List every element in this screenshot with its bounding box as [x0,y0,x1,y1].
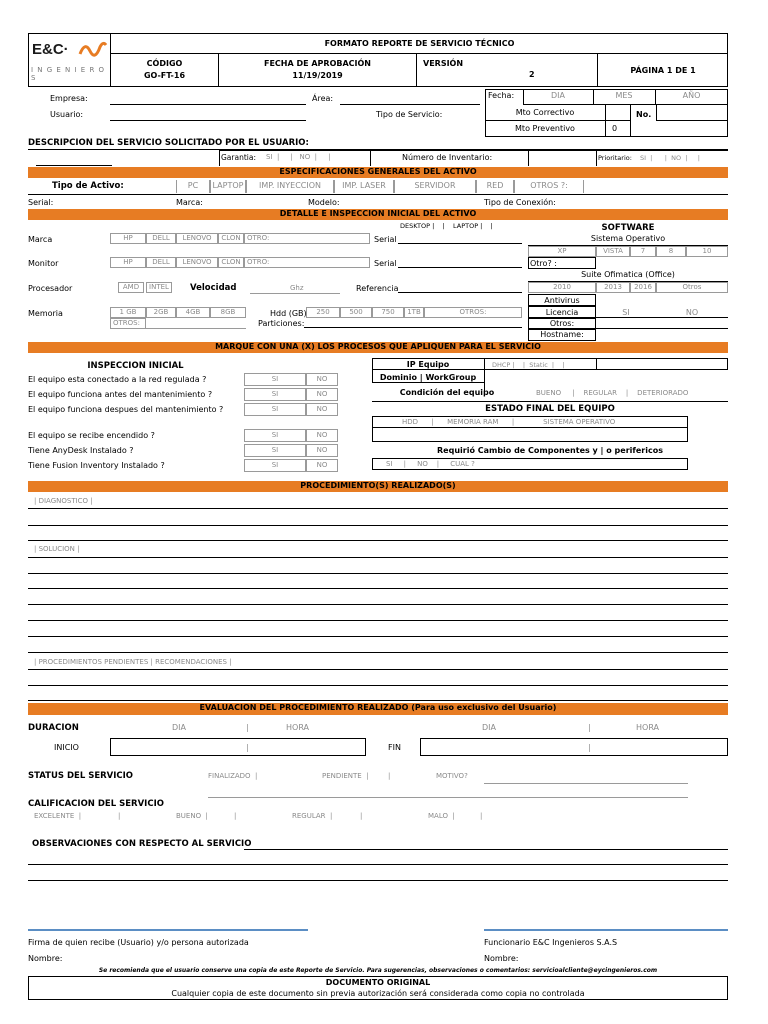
tipo-conexion-label: Tipo de Conexión: [484,198,556,207]
solucion-label: | SOLUCION | [34,545,80,553]
firma-usuario-line [28,929,308,931]
estado-title: ESTADO FINAL DEL EQUIPO [485,404,615,414]
fecha-aprob-value: 11/19/2019 [292,71,343,80]
pagina-cell: PÁGINA 1 DE 1 [630,66,696,75]
pendientes-label: | PROCEDIMIENTOS PENDIENTES | RECOMENDACIONES | [34,658,232,666]
procedure-line[interactable] [28,685,728,686]
memoria-label: Memoria [28,309,63,318]
hdd-option[interactable]: OTROS: [424,307,522,318]
mto-correctivo-label: Mto Correctivo [515,108,575,117]
marca-detalle-label: Marca [28,235,53,244]
tipo-activo-option[interactable]: IMP. INYECCION [246,180,334,193]
realizados-header: PROCEDIMIENTO(S) REALIZADO(S) [28,481,728,492]
procedure-line[interactable] [28,588,728,589]
usuario-label: Usuario: [50,110,84,119]
mem-option[interactable]: 1 GB [110,307,146,318]
tipo-activo-option[interactable]: SERVIDOR [394,180,476,193]
inicio-label: INICIO [54,743,79,752]
procedure-line[interactable] [28,700,728,701]
duracion-label: DURACION [28,723,79,733]
marca-label: Marca: [176,198,203,207]
duracion-hora-2: HORA [636,723,660,732]
prioritario-options[interactable]: SI | | NO | | [640,154,700,162]
inspeccion-no[interactable]: NO [306,429,338,442]
hdd-label: Hdd (GB) [270,309,307,318]
version-value: 2 [529,70,535,79]
dia-label: DIA [551,91,565,100]
ip-options[interactable]: DHCP | | Static | | [492,361,565,369]
procesador-label: Procesador [28,284,73,293]
inspeccion-question: Tiene Fusion Inventory Instalado ? [28,461,165,470]
inspeccion-question: El equipo esta conectado a la red regulada ? [28,375,207,384]
company-sub: I N G E N I E R O S [31,66,106,82]
hdd-option[interactable]: 250 [306,307,340,318]
logo-cell [28,33,111,87]
so-option[interactable]: 7 [630,246,656,257]
mes-label: MES [615,91,633,100]
firma-label: Firma de quien recibe (Usuario) y/o persona autorizada [28,938,249,947]
tipo-activo-label: Tipo de Activo: [52,181,124,191]
antivirus-label: Antivirus [544,296,580,305]
inspeccion-si[interactable]: SI [244,403,306,416]
inspeccion-si[interactable]: SI [244,459,306,472]
garantia-options[interactable]: SI | | NO | | [266,153,331,161]
referencia-field[interactable] [398,283,522,293]
inspeccion-no[interactable]: NO [306,403,338,416]
velocidad-field[interactable] [250,282,340,294]
mto-preventivo-value: 0 [612,124,618,133]
tipo-activo-option[interactable]: RED [476,180,514,193]
monitor-option[interactable]: DELL [146,257,176,268]
otros-sw-field[interactable] [596,318,728,329]
fin-sep: | [588,743,591,752]
inspeccion-question: El equipo funciona antes del mantenimiento ? [28,390,213,399]
inventario-label: Número de Inventario: [402,153,493,162]
calif-sep-4: | [480,812,483,820]
inspeccion-si[interactable]: SI [244,388,306,401]
anio-label: AÑO [682,91,701,100]
status-finalizado[interactable]: FINALIZADO | [208,772,258,780]
copia-note: Cualquier copia de este documento sin previa autorización será considerada como copia no controlada [171,989,585,998]
marca-option[interactable]: CLON [218,233,244,244]
codigo-label: CÓDIGO [146,59,183,68]
observaciones-label: OBSERVACIONES CON RESPECTO AL SERVICIO [32,839,252,849]
inspeccion-title: INSPECCION INICIAL [87,361,184,371]
monitor-option[interactable]: HP [110,257,146,268]
duracion-sep-1: | [246,723,249,732]
inspeccion-question: El equipo se recibe encendido ? [28,431,155,440]
empresa-label: Empresa: [50,94,88,103]
codigo-value: GO-FT-16 [143,71,186,80]
tipo-activo-option[interactable]: OTROS ?: [514,180,584,193]
calif-sep-3: | [360,812,363,820]
office-label: Suite Ofimatica (Office) [581,270,675,279]
procesos-header: MARQUE CON UNA (X) LOS PROCESOS QUE APLIQUEN PARA EL SERVICIO [28,342,728,353]
marca-option[interactable]: OTRO: [244,233,370,244]
mem-otros-field[interactable] [146,318,246,329]
procedure-line[interactable] [28,636,728,637]
area-label: Área: [312,94,334,103]
firma-funcionario-line [484,929,728,931]
hdd-option[interactable]: 750 [372,307,404,318]
version-cell [417,54,598,87]
marca-option[interactable]: DELL [146,233,176,244]
status-label: STATUS DEL SERVICIO [28,771,134,781]
calif-malo[interactable]: MALO | [428,812,455,820]
serial-label: Serial: [28,198,54,207]
calif-regular[interactable]: REGULAR | [292,812,333,820]
motivo-field[interactable] [484,774,688,784]
procedure-line[interactable] [28,525,728,526]
monitor-option[interactable]: OTRO: [244,257,370,268]
tipo-servicio-label: Tipo de Servicio: [376,110,443,119]
fecha-aprob-cell [219,54,417,87]
tipo-activo-option[interactable]: IMP. LASER [334,180,394,193]
particiones-label: Particiones: [258,319,305,328]
mem-option[interactable]: 2GB [146,307,176,318]
procedure-line[interactable] [28,652,728,653]
licencia-label: Licencia [545,308,579,317]
detalle-header: DETALLE E INSPECCION INICIAL DEL ACTIVO [28,209,728,220]
duracion-sep-2: | [588,723,591,732]
inspeccion-no[interactable]: NO [306,459,338,472]
dominio-label: Dominio | WorkGroup [379,373,477,382]
desktop-laptop-options[interactable]: DESKTOP | | LAPTOP | | [400,222,493,230]
so-option[interactable]: 8 [656,246,686,257]
particiones-field[interactable] [304,318,522,328]
so-option[interactable]: 10 [686,246,728,257]
footer-note: Se recomienda que el usuario conserve una copia de este Reporte de Servicio. Para sugerencias, observaciones o comentarios: servicioalcliente@eycingenieros.com [98,967,658,974]
office-option[interactable]: Otros [656,282,728,293]
tipo-activo-option[interactable]: LAPTOP [210,180,246,193]
duracion-dia-2: DIA [482,723,496,732]
status-pendiente[interactable]: PENDIENTE | [322,772,369,780]
diagnostico-label: | DIAGNOSTICO | [34,497,93,505]
procedure-line[interactable] [28,573,728,574]
fecha-label: Fecha: [488,91,515,100]
referencia-label: Referencia [356,284,399,293]
inspeccion-no[interactable]: NO [306,373,338,386]
proc-option-amd[interactable]: AMD [118,282,144,293]
hdd-option[interactable]: 500 [340,307,372,318]
velocidad-label: Velocidad [190,283,237,293]
no-label: No. [636,110,652,119]
nombre-usuario-label: Nombre: [28,954,63,963]
usuario-field[interactable] [110,109,306,121]
mem-option[interactable]: 4GB [176,307,210,318]
esp-header: ESPECIFICACIONES GENERALES DEL ACTIVO [28,167,728,178]
mem-option[interactable]: 8GB [210,307,246,318]
garantia-label: Garantia: [221,153,256,162]
mem-option-otros[interactable]: OTROS: [110,318,146,329]
documento-original: DOCUMENTO ORIGINAL [325,978,431,987]
inspeccion-no[interactable]: NO [306,388,338,401]
so-label: Sistema Operativo [590,234,666,243]
inicio-sep: | [246,743,249,752]
company-logo: E&C· [32,41,69,58]
inspeccion-si[interactable]: SI [244,444,306,457]
fin-field[interactable] [420,738,728,756]
nombre-funcionario-label: Nombre: [484,954,519,963]
calif-bueno[interactable]: BUENO | [176,812,208,820]
serial-detalle-label: Serial [374,235,397,244]
condicion-label: Condición del equipo [399,388,495,397]
office-option[interactable]: 2016 [630,282,656,293]
hdd-option[interactable]: 1TB [404,307,424,318]
licencia-si[interactable]: SI [622,308,630,317]
ip-label: IP Equipo [406,360,450,369]
area-field[interactable] [340,93,480,105]
so-option[interactable]: XP [528,246,596,257]
otro-so-label: Otro? : [530,259,557,268]
ghz-label: Ghz [290,284,304,292]
tipo-activo-option[interactable]: PC [176,180,210,193]
duracion-hora-1: HORA [286,723,310,732]
status-motivo: MOTIVO? [436,772,468,780]
fin-label: FIN [388,743,401,752]
inspeccion-si[interactable]: SI [244,373,306,386]
monitor-option[interactable]: LENOVO [176,257,218,268]
inspeccion-no[interactable]: NO [306,444,338,457]
cambio-options[interactable]: SI | NO | CUAL ? [386,460,475,468]
codigo-cell [111,54,219,87]
version-label: VERSIÓN [423,59,464,68]
calif-sep-2: | [234,812,237,820]
logo-wave-icon [78,39,108,59]
serial-monitor-label: Serial [374,259,397,268]
calif-sep-1: | [118,812,121,820]
office-option[interactable]: 2010 [528,282,596,293]
modelo-label: Modelo: [308,198,340,207]
office-option[interactable]: 2013 [596,282,630,293]
estado-options[interactable]: HDD | MEMORIA RAM | SISTEMA OPERATIVO [402,418,616,426]
licencia-no[interactable]: NO [685,308,699,317]
inicio-field[interactable] [110,738,366,756]
mto-preventivo-label: Mto Preventivo [515,124,575,133]
procedure-line[interactable] [28,508,728,509]
no-field[interactable] [656,105,728,121]
condicion-options[interactable]: BUENO | REGULAR | DETERIORADO [536,389,689,397]
eval-header: EVALUACION DEL PROCEDIMIENTO REALIZADO (Para uso exclusivo del Usuario) [28,703,728,715]
monitor-option[interactable]: CLON [218,257,244,268]
so-option[interactable]: VISTA [596,246,630,257]
descripcion-title: DESCRIPCION DEL SERVICIO SOLICITADO POR EL USUARIO: [28,138,309,148]
otros-sw-label: Otros: [549,319,575,328]
status-sep: | [388,772,391,780]
inspeccion-question: El equipo funciona despues del mantenimiento ? [28,405,224,414]
software-title: SOFTWARE [601,223,655,233]
hostname-label: Hostname: [540,330,584,339]
observaciones-field[interactable] [244,838,728,850]
cambio-label: Requirió Cambio de Componentes y | o perifericos [437,446,663,455]
monitor-label: Monitor [28,259,59,268]
procedure-line[interactable] [28,620,728,621]
fecha-aprob-label: FECHA DE APROBACIÓN [263,59,371,68]
marca-option[interactable]: HP [110,233,146,244]
inspeccion-si[interactable]: SI [244,429,306,442]
form-title: FORMATO REPORTE DE SERVICIO TÉCNICO [111,33,728,54]
prioritario-label: Prioritario: [598,154,632,162]
proc-option-intel[interactable]: INTEL [146,282,172,293]
inspeccion-question: Tiene AnyDesk Instalado ? [28,446,134,455]
motivo-field-2[interactable] [208,788,688,798]
procedure-line[interactable] [28,604,728,605]
procedure-line[interactable] [28,669,728,670]
funcionario-label: Funcionario E&C Ingenieros S.A.S [484,938,618,947]
marca-option[interactable]: LENOVO [176,233,218,244]
calif-excelente[interactable]: EXCELENTE | [34,812,82,820]
calificacion-label: CALIFICACION DEL SERVICIO [28,799,164,809]
empresa-field[interactable] [110,93,306,105]
procedure-line[interactable] [28,540,728,541]
procedure-line[interactable] [28,557,728,558]
serial-monitor-field[interactable] [398,258,522,268]
serial-detalle-field[interactable] [398,234,522,244]
duracion-dia-1: DIA [172,723,186,732]
